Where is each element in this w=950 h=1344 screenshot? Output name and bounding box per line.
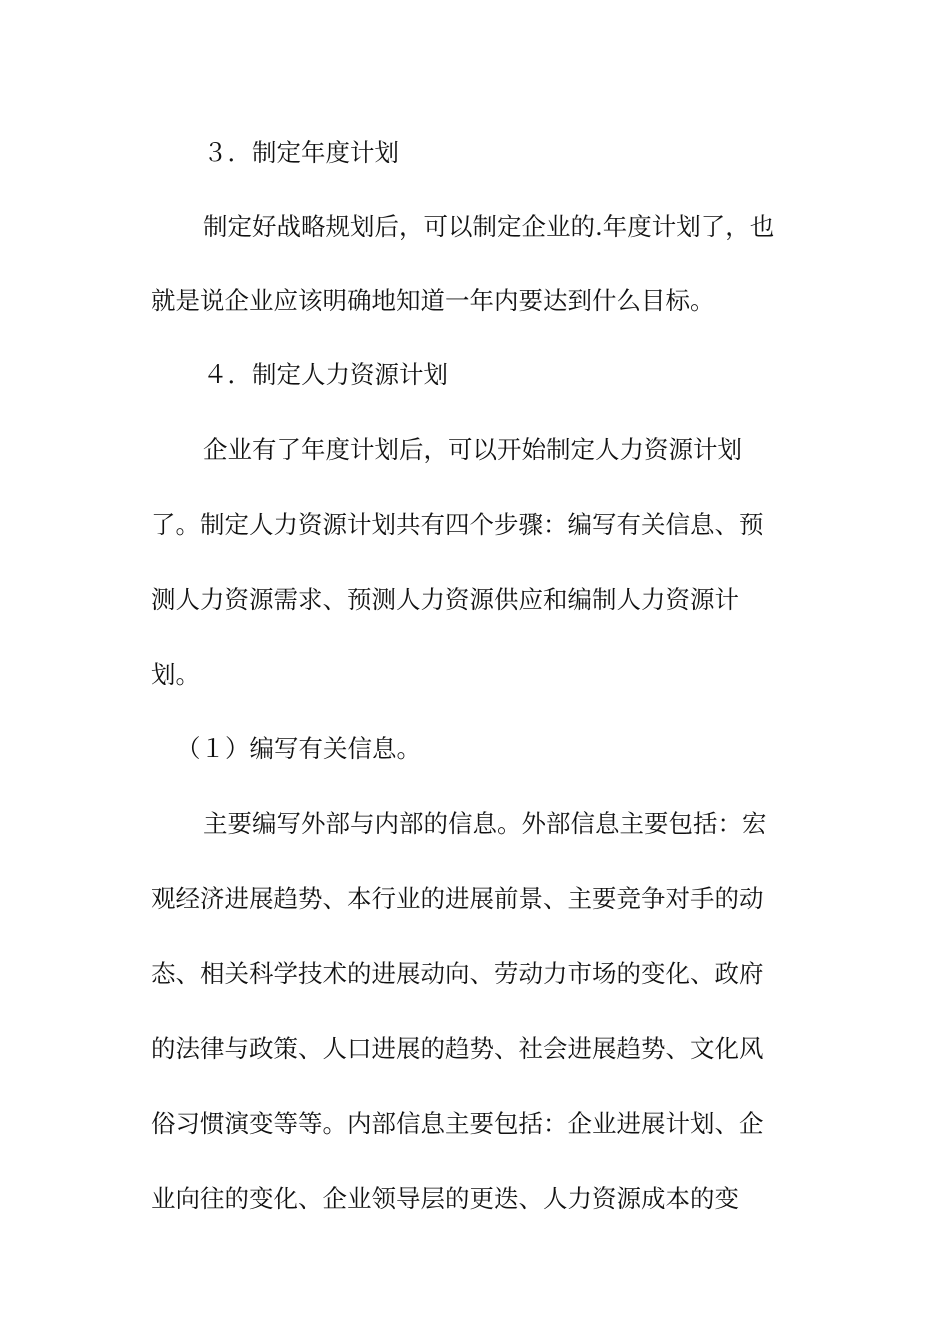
- paragraph-line: 的法律与政策、人口进展的趋势、社会进展趋势、文化风: [151, 1034, 764, 1063]
- paragraph-line: 业向往的变化、企业领导层的更迭、人力资源成本的变: [151, 1184, 739, 1213]
- subsection-heading-1: （１）编写有关信息。: [176, 734, 421, 763]
- paragraph-line: 了。制定人力资源计划共有四个步骤：编写有关信息、预: [151, 510, 764, 539]
- paragraph-line: 制定好战略规划后，可以制定企业的.年度计划了，也: [203, 212, 775, 241]
- paragraph-line: 测人力资源需求、预测人力资源供应和编制人力资源计: [151, 585, 739, 614]
- paragraph-line: 划。: [151, 660, 200, 689]
- paragraph-line: 就是说企业应该明确地知道一年内要达到什么目标。: [151, 286, 715, 315]
- paragraph-line: 企业有了年度计划后，可以开始制定人力资源计划: [203, 435, 742, 464]
- section-heading-4: ４．制定人力资源计划: [203, 360, 448, 389]
- paragraph-line: 观经济进展趋势、本行业的进展前景、主要竞争对手的动: [151, 884, 764, 913]
- paragraph-line: 俗习惯演变等等。内部信息主要包括：企业进展计划、企: [151, 1109, 764, 1138]
- paragraph-line: 态、相关科学技术的进展动向、劳动力市场的变化、政府: [151, 959, 764, 988]
- section-heading-3: ３．制定年度计划: [203, 138, 399, 167]
- paragraph-line: 主要编写外部与内部的信息。外部信息主要包括：宏: [203, 809, 767, 838]
